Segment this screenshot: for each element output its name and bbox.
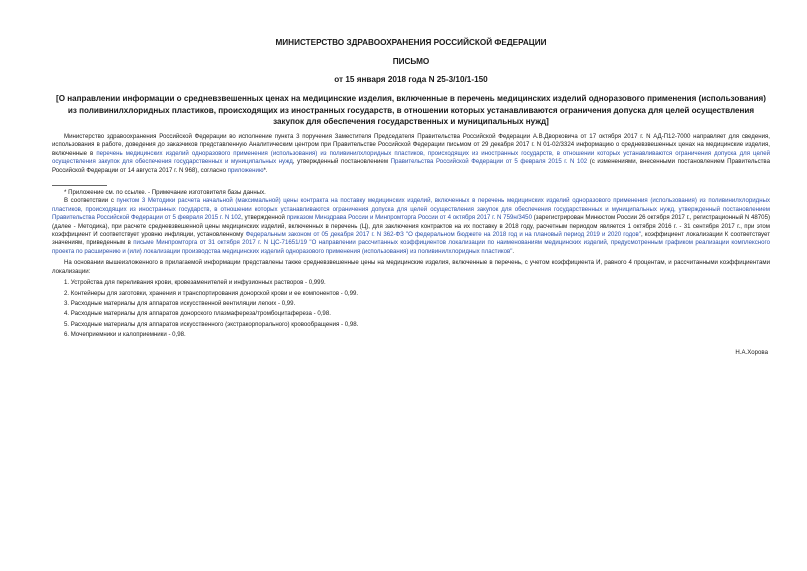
coefficient-list: [52, 279, 770, 339]
formula-localization: К: [724, 231, 729, 239]
document-type: ПИСЬМО: [392, 57, 430, 66]
list-item: 2. Контейнеры для заготовки, хранения и транспортирования донорской крови и ее компонентов - 0,99.: [64, 289, 359, 297]
list-item: 4. Расходные материалы для аппаратов донорского плазмафереза/тромбоцитафереза - 0,98.: [64, 310, 331, 318]
link-minpromtorg-letter[interactable]: письме Минпромторга от 31 октября 2017 г. N ЦС-71651/19 "О направлении рассчитанных коэффициентов локализации по наименованиям медицинских изделий, предусмотренным графиком реализации комплексного проекта по расширению и (или) локализации производства медицинских изделий одноразового применения (использования) из поливинилхлоридных пластиков": [52, 239, 770, 255]
footnote-separator: [52, 185, 107, 186]
list-item: 3. Расходные материалы для аппаратов искусственной вентиляции легких - 0,99.: [64, 299, 296, 307]
link-federal-law[interactable]: Федеральным законом от 05 декабря 2017 г. N 362-ФЗ "О федеральном бюджете на 2018 год и на плановый период 2019 и 2020 годов": [245, 231, 641, 239]
intro-paragraph: [52, 133, 770, 175]
list-item: 5. Расходные материалы для аппаратов искусственного (экстракорпорального) кровообращения - 0,98.: [64, 320, 359, 328]
link-methodology-item-3[interactable]: пунктом 3 Методики расчета начальной (максимальной) цены контракта на поставку медицинских изделий, включенных в перечень медицинских изделий одноразового применения (использования) из поливинилхлоридных пластиков, происходящих из иностранных государств, в отношении которых устанавливаются ограничения допуска для целей осуществления закупок для обеспечения государственных и муниципальных нужд, утвержденный постановлением Правительства Российской Федерации от 5 февраля 2015 г. N 102: [52, 197, 771, 222]
intro-text-1: Министерство здравоохранения Российской Федерации во исполнение пункта 3 поручения Заместителя Председателя Правительства Российской Федерации А.В.Дворковича от 17 октября 2017 г. N АД-П12-7000 направляет для сведения, использования в работе, доведения до заказчиков представленную Аналитическим центром при Правительстве Российской Федерации письмом от 29 декабря 2017 г. N 01-02/3324 информацию о средневзвешенных ценах на медицинские изделия, включенные в: [52, 133, 770, 157]
intro-text-2: , утвержденный постановлением: [292, 158, 391, 166]
method-text-5: соответствует уровню инфляции, установленному: [97, 231, 246, 239]
formula-inflation: И: [93, 231, 98, 239]
list-item: 1. Устройства для переливания крови, кровезаменителей и инфузионных растворов - 0,999.: [64, 279, 326, 287]
method-text-4: ), для заключения контрактов на их поставку в 2018 году, расчетным периодом является 1 октября 2016 г. - 31 сентября 2017 г., при этом коэффициент: [52, 222, 770, 239]
methodology-paragraph: [52, 197, 770, 256]
link-order[interactable]: приказом Минздрава России и Минпромторга России от 4 октября 2017 г. N 759н/3450: [286, 214, 532, 222]
formula-price: Ц: [361, 222, 367, 230]
link-list-of-devices[interactable]: перечень медицинских изделий одноразового применения (использования) из поливинилхлоридных пластиков, происходящих из иностранных государств, в отношении которых устанавливаются ограничения допуска для целей осуществления закупок для обеспечения государственных и муниципальных нужд: [52, 149, 770, 166]
signature: Н.А.Хорова: [735, 348, 768, 356]
link-government-resolution[interactable]: Правительства Российской Федерации от 5 февраля 2015 г. N 102: [390, 158, 588, 166]
list-item: 6. Мочеприемники и калоприемники - 0,98.: [64, 331, 186, 339]
method-text-7: соответствует значениям, приведенным в: [52, 231, 770, 247]
document-date-number: от 15 января 2018 года N 25-3/10/1-150: [334, 75, 488, 84]
intro-text-4: *.: [263, 166, 268, 174]
method-text-3: (зарегистрирован Минюстом России 26 октября 2017 г., регистрационный N 48705) (далее - Методика), при расчете средневзвешенной цены медицинских изделий, включенных в перечень (: [52, 214, 770, 230]
method-text-1: В соответствии с: [64, 197, 117, 205]
document-subject: [О направлении информации о средневзвешенных ценах на медицинские изделия, включенные в перечень медицинских изделий одноразового применения (использования) из поливинилхлоридных пластиков, происходящих из иностранных государств, в отношении которых устанавливаются ограничения допуска для целей осуществления закупок для обеспечения государственных и муниципальных нужд]: [56, 94, 766, 127]
intro-text-3: (с изменениями, внесенными постановлением Правительства Российской Федерации от 14 августа 2017 г. N 968), согласно: [52, 158, 770, 174]
method-text-6: , коэффициент локализации: [640, 231, 725, 239]
ministry-heading: МИНИСТЕРСТВО ЗДРАВООХРАНЕНИЯ РОССИЙСКОЙ ФЕДЕРАЦИИ: [275, 38, 547, 47]
document-body: [52, 133, 770, 357]
footnote: * Приложение см. по ссылке. - Примечание изготовителя базы данных.: [64, 189, 266, 197]
basis-paragraph: На основании вышеизложенного в прилагаемой информации представлены также средневзвешенные цены на медицинские изделия, включенные в перечень, с учетом коэффициента И, равного 4 процентам, и рассчитанными коэффициентами локализации:: [52, 259, 770, 275]
method-text-8: .: [512, 247, 515, 255]
method-text-2: , утвержденной: [241, 214, 287, 222]
link-appendix[interactable]: приложению: [227, 166, 264, 174]
